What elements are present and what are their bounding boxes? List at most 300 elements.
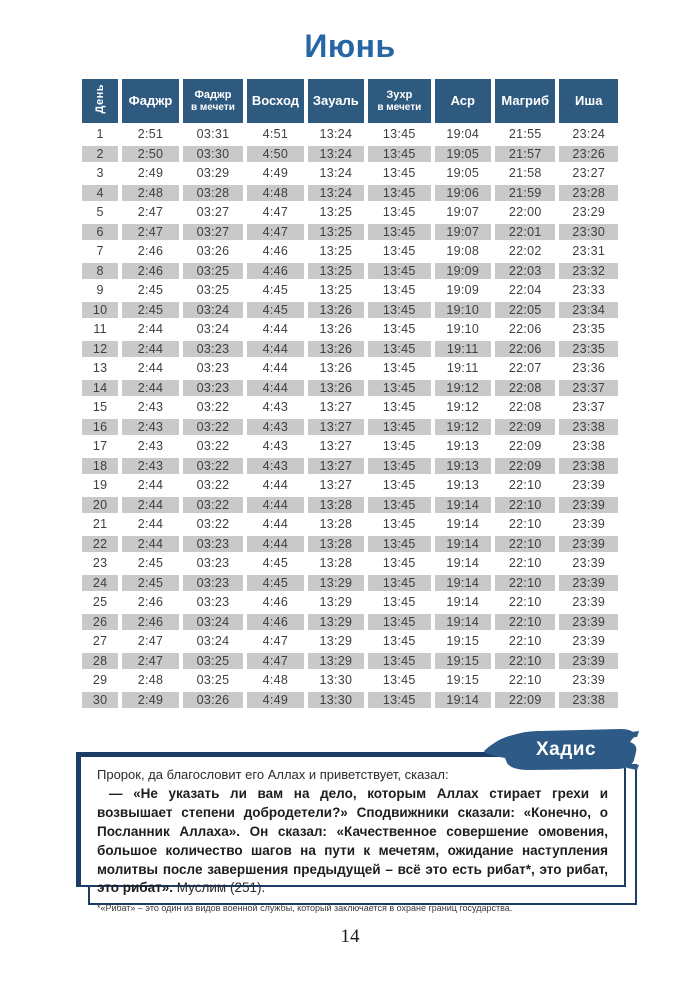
table-cell: 23:39: [559, 653, 618, 670]
table-cell: 11: [82, 321, 118, 338]
table-cell: 4:47: [247, 633, 303, 650]
table-cell: 23:37: [559, 399, 618, 416]
table-cell: 13:28: [308, 536, 364, 553]
table-cell: 19:11: [435, 360, 491, 377]
table-cell: 19:14: [435, 692, 491, 709]
table-cell: 2:44: [122, 516, 178, 533]
table-cell: 24: [82, 575, 118, 592]
table-cell: 14: [82, 380, 118, 397]
table-header-row: [82, 79, 618, 123]
column-header-8: Иша: [559, 79, 618, 123]
table-cell: 4:46: [247, 243, 303, 260]
table-cell: 2:43: [122, 419, 178, 436]
table-cell: 19:14: [435, 497, 491, 514]
table-row: [82, 458, 618, 475]
hadith-body: [97, 785, 608, 898]
table-cell: 2:49: [122, 165, 178, 182]
table-row: [82, 633, 618, 650]
table-cell: 23:37: [559, 380, 618, 397]
table-cell: 4:44: [247, 341, 303, 358]
table-cell: 2:51: [122, 126, 178, 143]
table-cell: 21:58: [495, 165, 555, 182]
table-cell: 25: [82, 594, 118, 611]
table-row: [82, 360, 618, 377]
table-cell: 13:45: [368, 594, 430, 611]
table-header: [82, 79, 618, 123]
table-cell: 13: [82, 360, 118, 377]
table-cell: 03:26: [183, 692, 243, 709]
table-cell: 13:45: [368, 536, 430, 553]
column-header-5: Зухр в мечети: [368, 79, 430, 123]
table-cell: 2: [82, 146, 118, 163]
table-cell: 13:24: [308, 185, 364, 202]
table-cell: 12: [82, 341, 118, 358]
table-cell: 21:59: [495, 185, 555, 202]
table-cell: 4:43: [247, 438, 303, 455]
table-row: [82, 536, 618, 553]
table-cell: 13:45: [368, 321, 430, 338]
table-cell: 4:50: [247, 146, 303, 163]
table-row: [82, 555, 618, 572]
table-cell: 13:45: [368, 263, 430, 280]
table-cell: 4:45: [247, 302, 303, 319]
table-cell: 19:08: [435, 243, 491, 260]
table-cell: 2:44: [122, 360, 178, 377]
table-cell: 2:47: [122, 204, 178, 221]
table-cell: 4:47: [247, 653, 303, 670]
table-cell: 2:44: [122, 321, 178, 338]
table-cell: 13:25: [308, 282, 364, 299]
table-cell: 22:06: [495, 321, 555, 338]
table-cell: 13:24: [308, 165, 364, 182]
table-cell: 23:30: [559, 224, 618, 241]
table-cell: 03:23: [183, 360, 243, 377]
table-cell: 22:06: [495, 341, 555, 358]
table-row: [82, 672, 618, 689]
table-cell: 4:51: [247, 126, 303, 143]
table-cell: 26: [82, 614, 118, 631]
table-cell: 03:24: [183, 614, 243, 631]
table-cell: 23:29: [559, 204, 618, 221]
table-cell: 19:04: [435, 126, 491, 143]
table-cell: 13:45: [368, 555, 430, 572]
column-header-2: Фаджр в мечети: [183, 79, 243, 123]
table-cell: 2:46: [122, 263, 178, 280]
table-cell: 2:43: [122, 438, 178, 455]
table-cell: 7: [82, 243, 118, 260]
table-cell: 30: [82, 692, 118, 709]
table-cell: 13:26: [308, 321, 364, 338]
table-cell: 23:33: [559, 282, 618, 299]
table-cell: 19:14: [435, 575, 491, 592]
table-cell: 19:06: [435, 185, 491, 202]
table-cell: 03:23: [183, 594, 243, 611]
table-cell: 03:22: [183, 438, 243, 455]
table-cell: 03:24: [183, 633, 243, 650]
table-cell: 03:22: [183, 477, 243, 494]
table-cell: 22:03: [495, 263, 555, 280]
table-cell: 4:43: [247, 458, 303, 475]
table-cell: 8: [82, 263, 118, 280]
table-cell: 13:28: [308, 516, 364, 533]
table-cell: 03:22: [183, 516, 243, 533]
table-cell: 13:45: [368, 224, 430, 241]
table-cell: 2:49: [122, 692, 178, 709]
table-cell: 27: [82, 633, 118, 650]
table-cell: 13:29: [308, 594, 364, 611]
page-number: 14: [340, 926, 360, 947]
table-cell: 13:45: [368, 419, 430, 436]
table-cell: 23:39: [559, 497, 618, 514]
table-cell: 13:45: [368, 380, 430, 397]
prayer-times-table-wrap: [78, 76, 622, 711]
table-cell: 19:12: [435, 380, 491, 397]
table-cell: 4:44: [247, 380, 303, 397]
table-cell: 13:45: [368, 692, 430, 709]
table-row: [82, 497, 618, 514]
table-cell: 21: [82, 516, 118, 533]
table-cell: 22:10: [495, 633, 555, 650]
table-cell: 10: [82, 302, 118, 319]
table-cell: 22:07: [495, 360, 555, 377]
table-cell: 23:38: [559, 438, 618, 455]
hadith-source: Муслим (251).: [176, 880, 266, 896]
table-cell: 23:39: [559, 516, 618, 533]
page-title: Июнь: [304, 28, 396, 64]
table-cell: 19:05: [435, 146, 491, 163]
table-cell: 4:45: [247, 555, 303, 572]
table-cell: 5: [82, 204, 118, 221]
table-row: [82, 185, 618, 202]
table-cell: 13:45: [368, 633, 430, 650]
table-cell: 13:45: [368, 516, 430, 533]
table-cell: 4:47: [247, 204, 303, 221]
table-row: [82, 302, 618, 319]
table-cell: 13:29: [308, 653, 364, 670]
table-row: [82, 477, 618, 494]
table-cell: 03:23: [183, 555, 243, 572]
table-cell: 19:12: [435, 419, 491, 436]
table-cell: 4:45: [247, 282, 303, 299]
table-row: [82, 341, 618, 358]
table-row: [82, 321, 618, 338]
table-cell: 19:11: [435, 341, 491, 358]
table-cell: 19:10: [435, 302, 491, 319]
table-cell: 03:24: [183, 321, 243, 338]
table-cell: 13:27: [308, 458, 364, 475]
table-cell: 13:24: [308, 126, 364, 143]
table-cell: 19:14: [435, 594, 491, 611]
table-cell: 22:10: [495, 614, 555, 631]
table-cell: 4:45: [247, 575, 303, 592]
table-cell: 13:25: [308, 224, 364, 241]
table-cell: 3: [82, 165, 118, 182]
table-cell: 9: [82, 282, 118, 299]
table-cell: 19:14: [435, 516, 491, 533]
table-cell: 21:55: [495, 126, 555, 143]
table-cell: 16: [82, 419, 118, 436]
table-cell: 4:43: [247, 399, 303, 416]
table-cell: 4:46: [247, 614, 303, 631]
table-cell: 2:47: [122, 633, 178, 650]
table-cell: 03:31: [183, 126, 243, 143]
table-cell: 13:45: [368, 302, 430, 319]
table-cell: 13:30: [308, 672, 364, 689]
table-cell: 03:25: [183, 672, 243, 689]
table-cell: 23:35: [559, 341, 618, 358]
table-cell: 23:39: [559, 633, 618, 650]
table-row: [82, 263, 618, 280]
table-cell: 23:36: [559, 360, 618, 377]
table-cell: 23:39: [559, 536, 618, 553]
table-cell: 23:38: [559, 419, 618, 436]
table-cell: 13:45: [368, 399, 430, 416]
table-cell: 2:43: [122, 399, 178, 416]
table-cell: 18: [82, 458, 118, 475]
table-cell: 4:48: [247, 672, 303, 689]
table-cell: 22:09: [495, 692, 555, 709]
table-cell: 19:10: [435, 321, 491, 338]
table-cell: 13:27: [308, 477, 364, 494]
table-cell: 13:30: [308, 692, 364, 709]
table-cell: 13:26: [308, 380, 364, 397]
table-cell: 23:39: [559, 575, 618, 592]
table-cell: 4:44: [247, 321, 303, 338]
table-cell: 13:45: [368, 458, 430, 475]
table-cell: 2:46: [122, 243, 178, 260]
table-cell: 15: [82, 399, 118, 416]
table-cell: 2:45: [122, 575, 178, 592]
table-cell: 23:26: [559, 146, 618, 163]
table-cell: 2:50: [122, 146, 178, 163]
table-cell: 03:23: [183, 536, 243, 553]
table-cell: 22:04: [495, 282, 555, 299]
table-cell: 13:27: [308, 419, 364, 436]
column-header-7: Магриб: [495, 79, 555, 123]
table-cell: 13:45: [368, 653, 430, 670]
table-cell: 6: [82, 224, 118, 241]
table-cell: 19:14: [435, 614, 491, 631]
table-cell: 03:26: [183, 243, 243, 260]
table-cell: 23:28: [559, 185, 618, 202]
table-cell: 22:10: [495, 653, 555, 670]
table-cell: 23:24: [559, 126, 618, 143]
hadith-footnote: *«Рибат» – это один из видов военной службы, который заключается в охране границ государства.: [97, 903, 513, 914]
table-cell: 13:45: [368, 204, 430, 221]
table-cell: 4:44: [247, 360, 303, 377]
table-cell: 23:38: [559, 458, 618, 475]
table-cell: 13:27: [308, 399, 364, 416]
table-row: [82, 692, 618, 709]
table-cell: 13:45: [368, 672, 430, 689]
table-cell: 2:44: [122, 341, 178, 358]
table-cell: 22:10: [495, 555, 555, 572]
table-cell: 2:44: [122, 497, 178, 514]
column-header-3: Восход: [247, 79, 303, 123]
table-row: [82, 516, 618, 533]
table-cell: 19:09: [435, 282, 491, 299]
table-cell: 13:29: [308, 614, 364, 631]
table-cell: 13:45: [368, 438, 430, 455]
table-cell: 03:25: [183, 263, 243, 280]
table-cell: 19:07: [435, 204, 491, 221]
table-cell: 23:35: [559, 321, 618, 338]
table-cell: 13:25: [308, 243, 364, 260]
table-cell: 23:39: [559, 594, 618, 611]
table-row: [82, 243, 618, 260]
prayer-times-table: [78, 76, 622, 711]
table-cell: 03:22: [183, 458, 243, 475]
table-cell: 03:30: [183, 146, 243, 163]
table-cell: 13:29: [308, 633, 364, 650]
table-cell: 22:10: [495, 477, 555, 494]
table-cell: 2:45: [122, 555, 178, 572]
table-cell: 19: [82, 477, 118, 494]
column-header-6: Аср: [435, 79, 491, 123]
table-cell: 19:15: [435, 633, 491, 650]
table-cell: 4:43: [247, 419, 303, 436]
table-cell: 13:24: [308, 146, 364, 163]
table-cell: 03:22: [183, 419, 243, 436]
table-cell: 23: [82, 555, 118, 572]
hadith-callout: [76, 738, 626, 914]
table-cell: 22:01: [495, 224, 555, 241]
table-cell: 2:48: [122, 185, 178, 202]
table-cell: 22: [82, 536, 118, 553]
table-cell: 13:45: [368, 575, 430, 592]
table-cell: 4:46: [247, 263, 303, 280]
table-cell: 2:43: [122, 458, 178, 475]
table-cell: 19:15: [435, 672, 491, 689]
table-cell: 19:13: [435, 438, 491, 455]
hadith-quote: — «Не указать ли вам на дело, которым Аллах стирает грехи и возвышает степени добродетели?» Сподвижники сказали: «Конечно, о Посланник Аллаха». Он сказал: «Качественное совершение омовения, большое количество шагов на пути к мечетям, ожидание наступления молитвы после завершения предыдущей – всё это есть рибат*, это рибат, это рибат».: [97, 786, 608, 896]
table-cell: 13:26: [308, 341, 364, 358]
table-cell: 19:15: [435, 653, 491, 670]
table-cell: 2:47: [122, 653, 178, 670]
table-cell: 2:47: [122, 224, 178, 241]
table-cell: 22:10: [495, 672, 555, 689]
table-cell: 19:14: [435, 536, 491, 553]
table-cell: 22:05: [495, 302, 555, 319]
table-cell: 22:09: [495, 419, 555, 436]
table-row: [82, 399, 618, 416]
table-cell: 19:13: [435, 477, 491, 494]
table-cell: 03:27: [183, 224, 243, 241]
table-cell: 13:45: [368, 497, 430, 514]
table-cell: 19:13: [435, 458, 491, 475]
table-cell: 2:46: [122, 594, 178, 611]
hadith-badge: [479, 726, 639, 773]
table-cell: 19:05: [435, 165, 491, 182]
table-cell: 1: [82, 126, 118, 143]
table-row: [82, 438, 618, 455]
table-cell: 22:10: [495, 575, 555, 592]
table-cell: 23:31: [559, 243, 618, 260]
table-cell: 13:45: [368, 165, 430, 182]
table-cell: 19:07: [435, 224, 491, 241]
table-cell: 22:10: [495, 536, 555, 553]
table-cell: 2:46: [122, 614, 178, 631]
table-cell: 20: [82, 497, 118, 514]
table-cell: 19:09: [435, 263, 491, 280]
table-cell: 13:45: [368, 477, 430, 494]
table-cell: 13:26: [308, 302, 364, 319]
table-cell: 23:32: [559, 263, 618, 280]
table-cell: 23:27: [559, 165, 618, 182]
table-cell: 23:38: [559, 692, 618, 709]
table-cell: 03:23: [183, 380, 243, 397]
table-cell: 2:45: [122, 302, 178, 319]
table-cell: 13:45: [368, 282, 430, 299]
table-row: [82, 126, 618, 143]
column-header-0: День: [82, 79, 118, 123]
table-cell: 03:27: [183, 204, 243, 221]
table-cell: 21:57: [495, 146, 555, 163]
table-row: [82, 594, 618, 611]
table-cell: 03:28: [183, 185, 243, 202]
table-cell: 4:44: [247, 497, 303, 514]
table-row: [82, 380, 618, 397]
table-cell: 13:28: [308, 497, 364, 514]
table-cell: 2:45: [122, 282, 178, 299]
table-cell: 13:45: [368, 614, 430, 631]
table-cell: 13:25: [308, 204, 364, 221]
table-cell: 22:10: [495, 497, 555, 514]
table-cell: 13:45: [368, 185, 430, 202]
table-cell: 17: [82, 438, 118, 455]
table-body: [82, 126, 618, 708]
table-cell: 4:49: [247, 165, 303, 182]
table-cell: 19:14: [435, 555, 491, 572]
table-cell: 4: [82, 185, 118, 202]
table-cell: 4:44: [247, 477, 303, 494]
column-header-4: Зауаль: [308, 79, 364, 123]
table-cell: 03:23: [183, 341, 243, 358]
table-cell: 4:44: [247, 536, 303, 553]
table-cell: 23:39: [559, 672, 618, 689]
table-cell: 4:48: [247, 185, 303, 202]
table-cell: 23:39: [559, 614, 618, 631]
table-cell: 03:22: [183, 497, 243, 514]
table-cell: 22:02: [495, 243, 555, 260]
table-cell: 03:24: [183, 302, 243, 319]
table-cell: 22:08: [495, 380, 555, 397]
table-cell: 13:25: [308, 263, 364, 280]
table-cell: 4:47: [247, 224, 303, 241]
table-cell: 13:45: [368, 360, 430, 377]
table-row: [82, 575, 618, 592]
table-row: [82, 165, 618, 182]
table-cell: 19:12: [435, 399, 491, 416]
hadith-badge-label: Хадис: [535, 738, 597, 760]
table-cell: 22:09: [495, 438, 555, 455]
table-cell: 23:39: [559, 555, 618, 572]
table-cell: 03:22: [183, 399, 243, 416]
table-cell: 2:44: [122, 536, 178, 553]
table-cell: 03:23: [183, 575, 243, 592]
table-cell: 13:45: [368, 341, 430, 358]
table-cell: 2:48: [122, 672, 178, 689]
table-cell: 23:39: [559, 477, 618, 494]
table-cell: 13:45: [368, 126, 430, 143]
table-row: [82, 614, 618, 631]
table-row: [82, 653, 618, 670]
table-cell: 22:10: [495, 516, 555, 533]
table-cell: 13:27: [308, 438, 364, 455]
table-cell: 22:08: [495, 399, 555, 416]
column-header-1: Фаджр: [122, 79, 178, 123]
table-cell: 2:44: [122, 477, 178, 494]
